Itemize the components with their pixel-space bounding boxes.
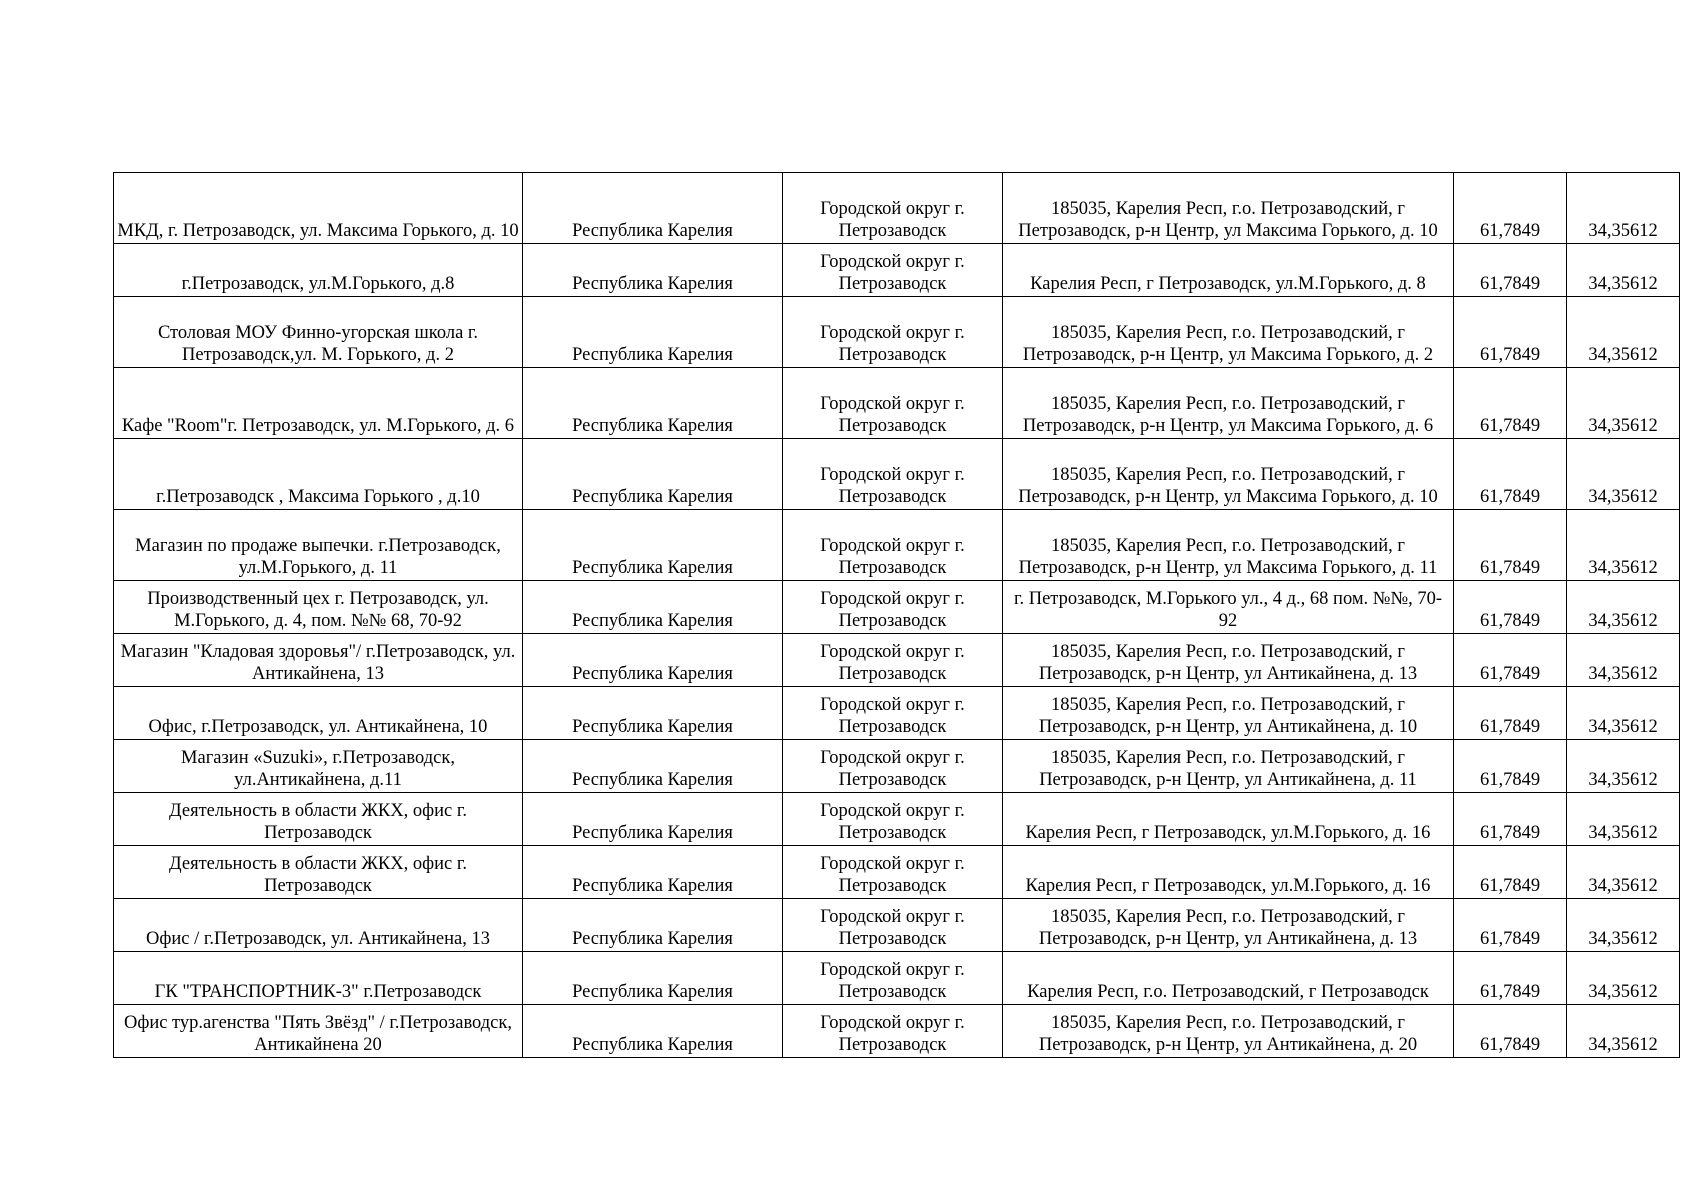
table-row	[114, 899, 1680, 952]
district-cell: Городской округ г. Петрозаводск	[783, 952, 1003, 1005]
latitude-cell: 61,7849	[1454, 793, 1567, 846]
object-name-cell: Столовая МОУ Финно-угорская школа г. Петрозаводск,ул. М. Горького, д. 2	[114, 297, 523, 368]
object-name-cell: Магазин "Кладовая здоровья"/ г.Петрозаводск, ул. Антикайнена, 13	[114, 634, 523, 687]
latitude-cell: 61,7849	[1454, 244, 1567, 297]
object-name-cell: г.Петрозаводск , Максима Горького , д.10	[114, 439, 523, 510]
address-cell: 185035, Карелия Респ, г.о. Петрозаводский, г Петрозаводск, р-н Центр, ул Антикайнена, д. 13	[1003, 634, 1454, 687]
table-row	[114, 368, 1680, 439]
latitude-cell: 61,7849	[1454, 581, 1567, 634]
region-cell: Республика Карелия	[523, 1005, 783, 1058]
address-cell: 185035, Карелия Респ, г.о. Петрозаводский, г Петрозаводск, р-н Центр, ул Антикайнена, д. 11	[1003, 740, 1454, 793]
region-cell: Республика Карелия	[523, 297, 783, 368]
latitude-cell: 61,7849	[1454, 952, 1567, 1005]
table-row	[114, 952, 1680, 1005]
latitude-cell: 61,7849	[1454, 740, 1567, 793]
object-name-cell: Магазин по продаже выпечки. г.Петрозаводск, ул.М.Горького, д. 11	[114, 510, 523, 581]
longitude-cell: 34,35612	[1567, 368, 1680, 439]
table-row	[114, 793, 1680, 846]
objects-table-body	[114, 173, 1680, 1058]
object-name-cell: Офис, г.Петрозаводск, ул. Антикайнена, 10	[114, 687, 523, 740]
district-cell: Городской округ г. Петрозаводск	[783, 368, 1003, 439]
region-cell: Республика Карелия	[523, 952, 783, 1005]
table-row	[114, 510, 1680, 581]
district-cell: Городской округ г. Петрозаводск	[783, 1005, 1003, 1058]
address-cell: 185035, Карелия Респ, г.о. Петрозаводский, г Петрозаводск, р-н Центр, ул Максима Горького, д. 6	[1003, 368, 1454, 439]
address-cell: г. Петрозаводск, М.Горького ул., 4 д., 68 пом. №№, 70-92	[1003, 581, 1454, 634]
region-cell: Республика Карелия	[523, 581, 783, 634]
region-cell: Республика Карелия	[523, 740, 783, 793]
district-cell: Городской округ г. Петрозаводск	[783, 899, 1003, 952]
address-cell: 185035, Карелия Респ, г.о. Петрозаводский, г Петрозаводск, р-н Центр, ул Антикайнена, д. 10	[1003, 687, 1454, 740]
latitude-cell: 61,7849	[1454, 439, 1567, 510]
district-cell: Городской округ г. Петрозаводск	[783, 846, 1003, 899]
latitude-cell: 61,7849	[1454, 846, 1567, 899]
longitude-cell: 34,35612	[1567, 1005, 1680, 1058]
region-cell: Республика Карелия	[523, 439, 783, 510]
latitude-cell: 61,7849	[1454, 368, 1567, 439]
longitude-cell: 34,35612	[1567, 793, 1680, 846]
region-cell: Республика Карелия	[523, 687, 783, 740]
object-name-cell: МКД, г. Петрозаводск, ул. Максима Горького, д. 10	[114, 173, 523, 244]
object-name-cell: Магазин «Suzuki», г.Петрозаводск, ул.Антикайнена, д.11	[114, 740, 523, 793]
object-name-cell: Офис тур.агенства "Пять Звёзд" / г.Петрозаводск, Антикайнена 20	[114, 1005, 523, 1058]
table-row	[114, 439, 1680, 510]
region-cell: Республика Карелия	[523, 899, 783, 952]
longitude-cell: 34,35612	[1567, 581, 1680, 634]
table-row	[114, 173, 1680, 244]
district-cell: Городской округ г. Петрозаводск	[783, 793, 1003, 846]
longitude-cell: 34,35612	[1567, 244, 1680, 297]
latitude-cell: 61,7849	[1454, 899, 1567, 952]
district-cell: Городской округ г. Петрозаводск	[783, 510, 1003, 581]
longitude-cell: 34,35612	[1567, 439, 1680, 510]
object-name-cell: Офис / г.Петрозаводск, ул. Антикайнена, 13	[114, 899, 523, 952]
latitude-cell: 61,7849	[1454, 1005, 1567, 1058]
district-cell: Городской округ г. Петрозаводск	[783, 297, 1003, 368]
region-cell: Республика Карелия	[523, 173, 783, 244]
table-row	[114, 581, 1680, 634]
region-cell: Республика Карелия	[523, 846, 783, 899]
object-name-cell: г.Петрозаводск, ул.М.Горького, д.8	[114, 244, 523, 297]
address-cell: Карелия Респ, г.о. Петрозаводский, г Петрозаводск	[1003, 952, 1454, 1005]
table-row	[114, 244, 1680, 297]
latitude-cell: 61,7849	[1454, 297, 1567, 368]
address-cell: 185035, Карелия Респ, г.о. Петрозаводский, г Петрозаводск, р-н Центр, ул Максима Горького, д. 10	[1003, 439, 1454, 510]
region-cell: Республика Карелия	[523, 510, 783, 581]
longitude-cell: 34,35612	[1567, 510, 1680, 581]
object-name-cell: Деятельность в области ЖКХ, офис г. Петрозаводск	[114, 793, 523, 846]
district-cell: Городской округ г. Петрозаводск	[783, 173, 1003, 244]
latitude-cell: 61,7849	[1454, 634, 1567, 687]
longitude-cell: 34,35612	[1567, 952, 1680, 1005]
region-cell: Республика Карелия	[523, 244, 783, 297]
address-cell: 185035, Карелия Респ, г.о. Петрозаводский, г Петрозаводск, р-н Центр, ул Антикайнена, д. 13	[1003, 899, 1454, 952]
region-cell: Республика Карелия	[523, 793, 783, 846]
address-cell: 185035, Карелия Респ, г.о. Петрозаводский, г Петрозаводск, р-н Центр, ул Максима Горького, д. 11	[1003, 510, 1454, 581]
address-cell: Карелия Респ, г Петрозаводск, ул.М.Горького, д. 16	[1003, 793, 1454, 846]
longitude-cell: 34,35612	[1567, 173, 1680, 244]
longitude-cell: 34,35612	[1567, 740, 1680, 793]
table-row	[114, 846, 1680, 899]
latitude-cell: 61,7849	[1454, 510, 1567, 581]
object-name-cell: Кафе "Room"г. Петрозаводск, ул. М.Горького, д. 6	[114, 368, 523, 439]
latitude-cell: 61,7849	[1454, 173, 1567, 244]
table-row	[114, 687, 1680, 740]
table-row	[114, 634, 1680, 687]
object-name-cell: Деятельность в области ЖКХ, офис г. Петрозаводск	[114, 846, 523, 899]
table-row	[114, 740, 1680, 793]
longitude-cell: 34,35612	[1567, 634, 1680, 687]
address-cell: Карелия Респ, г Петрозаводск, ул.М.Горького, д. 16	[1003, 846, 1454, 899]
district-cell: Городской округ г. Петрозаводск	[783, 244, 1003, 297]
address-cell: Карелия Респ, г Петрозаводск, ул.М.Горького, д. 8	[1003, 244, 1454, 297]
region-cell: Республика Карелия	[523, 634, 783, 687]
objects-table	[113, 172, 1680, 1058]
address-cell: 185035, Карелия Респ, г.о. Петрозаводский, г Петрозаводск, р-н Центр, ул Максима Горького, д. 10	[1003, 173, 1454, 244]
address-cell: 185035, Карелия Респ, г.о. Петрозаводский, г Петрозаводск, р-н Центр, ул Антикайнена, д. 20	[1003, 1005, 1454, 1058]
district-cell: Городской округ г. Петрозаводск	[783, 439, 1003, 510]
longitude-cell: 34,35612	[1567, 846, 1680, 899]
object-name-cell: ГК "ТРАНСПОРТНИК-3" г.Петрозаводск	[114, 952, 523, 1005]
longitude-cell: 34,35612	[1567, 687, 1680, 740]
region-cell: Республика Карелия	[523, 368, 783, 439]
longitude-cell: 34,35612	[1567, 899, 1680, 952]
district-cell: Городской округ г. Петрозаводск	[783, 581, 1003, 634]
district-cell: Городской округ г. Петрозаводск	[783, 634, 1003, 687]
latitude-cell: 61,7849	[1454, 687, 1567, 740]
district-cell: Городской округ г. Петрозаводск	[783, 687, 1003, 740]
table-row	[114, 1005, 1680, 1058]
object-name-cell: Производственный цех г. Петрозаводск, ул. М.Горького, д. 4, пом. №№ 68, 70-92	[114, 581, 523, 634]
address-cell: 185035, Карелия Респ, г.о. Петрозаводский, г Петрозаводск, р-н Центр, ул Максима Горького, д. 2	[1003, 297, 1454, 368]
longitude-cell: 34,35612	[1567, 297, 1680, 368]
table-row	[114, 297, 1680, 368]
district-cell: Городской округ г. Петрозаводск	[783, 740, 1003, 793]
